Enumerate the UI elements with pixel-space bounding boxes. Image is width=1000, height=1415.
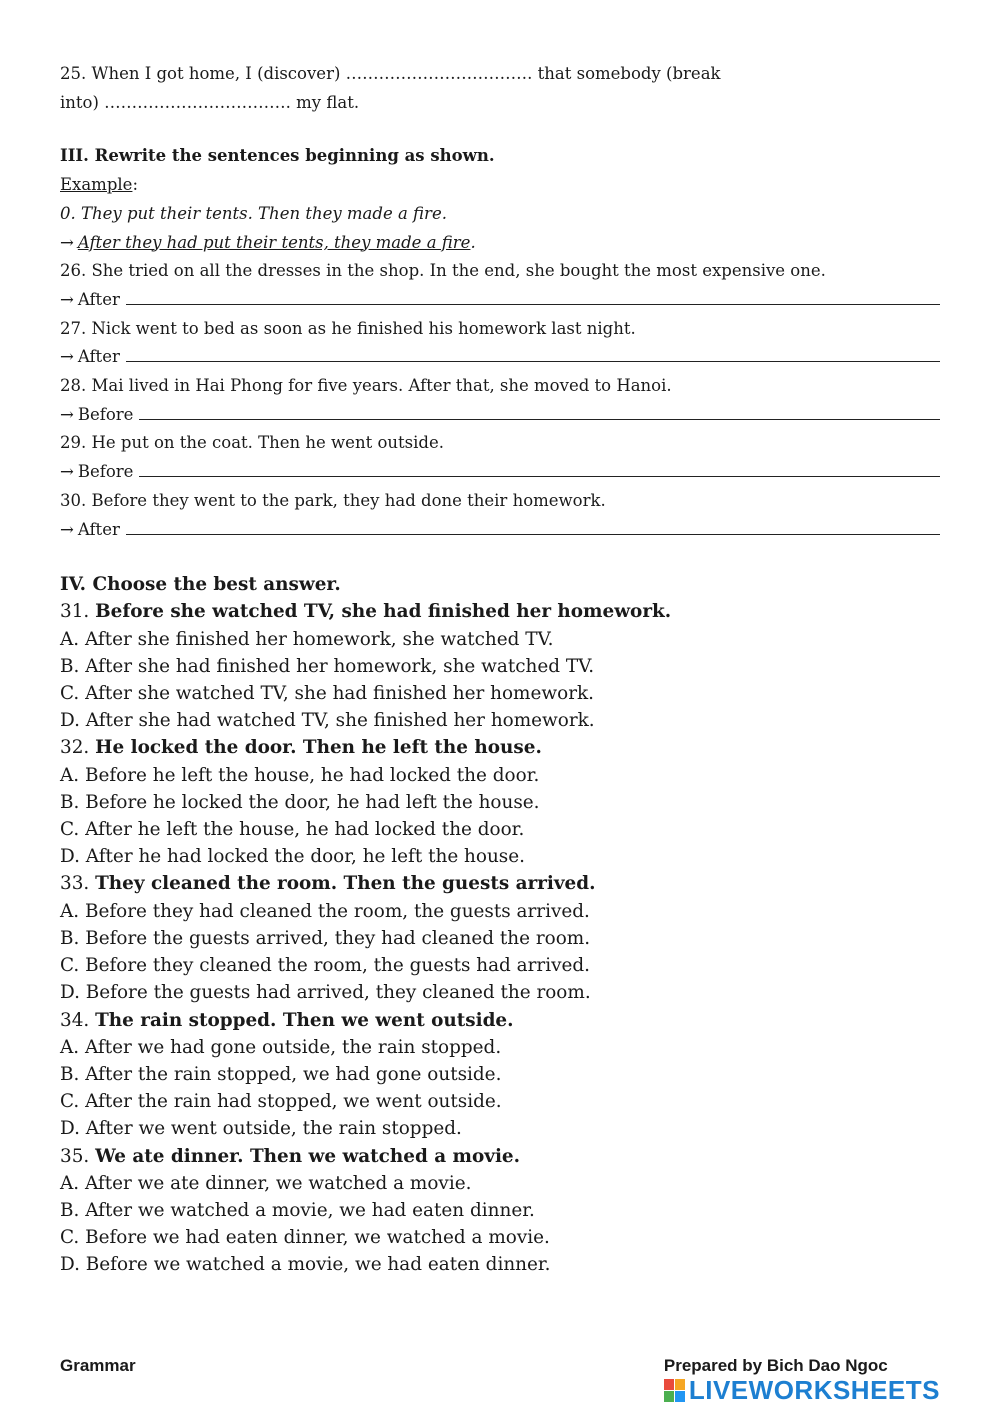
answer-option[interactable]: C. After the rain had stopped, we went outside. (60, 1091, 502, 1113)
answer-blank[interactable] (126, 343, 940, 362)
answer-option[interactable]: B. Before he locked the door, he had left the house. (60, 791, 540, 813)
answer-option[interactable]: A. After we ate dinner, we watched a movie. (60, 1172, 472, 1194)
mc-question-stem (60, 1143, 940, 1170)
logo-square (675, 1391, 685, 1402)
brand-name: LIVEWORKSHEETS (688, 1375, 940, 1405)
logo-square (664, 1391, 674, 1402)
worksheet-page (60, 60, 940, 1279)
question-stem-text: The rain stopped. Then we went outside. (95, 1009, 514, 1031)
answer-blank[interactable] (126, 286, 940, 305)
answer-option[interactable]: A. Before he left the house, he had locked the door. (60, 764, 540, 786)
answer-option[interactable]: D. Before the guests had arrived, they cleaned the room. (60, 982, 591, 1004)
question-number: 33. (60, 873, 90, 895)
question-25-line-2: into) ……………………………. my flat. (60, 92, 360, 112)
question-25-line-1: 25. When I got home, I (discover) ……………………………. that somebody (break (60, 64, 721, 83)
answer-option[interactable]: C. Before we had eaten dinner, we watched a movie. (60, 1227, 550, 1249)
question-stem-text: They cleaned the room. Then the guests arrived. (95, 873, 596, 895)
arrow-icon: → (60, 404, 74, 424)
example-colon: : (132, 175, 138, 195)
question-number: 34. (60, 1009, 90, 1031)
footer-branding (664, 1356, 940, 1403)
logo-square (675, 1379, 685, 1390)
example-label: Example (60, 175, 133, 195)
answer-option[interactable]: A. Before they had cleaned the room, the guests arrived. (60, 900, 590, 922)
example-question: 0. They put their tents. Then they made a fire. (60, 203, 447, 223)
answer-option[interactable]: B. After we watched a movie, we had eaten dinner. (60, 1199, 535, 1221)
rewrite-list (60, 257, 940, 544)
answer-option[interactable]: A. After she finished her homework, she watched TV. (60, 628, 554, 650)
answer-option[interactable]: D. After she had watched TV, she finished her homework. (60, 710, 595, 732)
question-number: 35. (60, 1145, 90, 1167)
rewrite-prompt: Before (77, 462, 134, 482)
rewrite-prompt: Before (77, 404, 134, 424)
page-footer (60, 1356, 940, 1406)
arrow-icon: → (60, 232, 74, 252)
logo-square (664, 1379, 674, 1390)
section-3-heading: III. Rewrite the sentences beginning as shown. (60, 146, 495, 166)
arrow-icon: → (60, 519, 74, 539)
rewrite-answer-line (60, 401, 940, 430)
question-number: 31. (60, 601, 90, 623)
mc-question-stem (60, 734, 940, 761)
answer-option[interactable]: A. After we had gone outside, the rain stopped. (60, 1036, 502, 1058)
question-stem-text: Before she watched TV, she had finished her homework. (95, 601, 672, 623)
prepared-by: Prepared by Bich Dao Ngoc (663, 1356, 888, 1375)
answer-blank[interactable] (126, 516, 940, 535)
mc-question-stem (60, 870, 940, 897)
rewrite-prompt: After (77, 347, 120, 367)
example-label-line (60, 171, 940, 200)
mc-question-stem (60, 1007, 940, 1034)
answer-option[interactable]: B. After she had finished her homework, she watched TV. (60, 655, 595, 677)
rewrite-question: 26. She tried on all the dresses in the shop. In the end, she bought the most expensive one. (60, 261, 826, 281)
answer-option[interactable]: C. After she watched TV, she had finished her homework. (60, 683, 594, 705)
liveworksheets-logo (664, 1377, 940, 1403)
rewrite-prompt: After (77, 289, 120, 309)
answer-option[interactable]: B. After the rain stopped, we had gone outside. (60, 1063, 502, 1085)
logo-icon (664, 1379, 685, 1402)
rewrite-question: 28. Mai lived in Hai Phong for five years. After that, she moved to Hanoi. (60, 376, 672, 396)
multiple-choice-list (60, 598, 940, 1278)
rewrite-question: 30. Before they went to the park, they had done their homework. (60, 490, 606, 510)
example-period: . (470, 232, 476, 252)
question-stem-text: He locked the door. Then he left the house. (95, 737, 542, 759)
answer-option[interactable]: D. After we went outside, the rain stopped. (60, 1118, 462, 1140)
rewrite-question: 29. He put on the coat. Then he went outside. (60, 433, 444, 453)
arrow-icon: → (60, 289, 74, 309)
mc-question-stem (60, 598, 940, 625)
answer-blank[interactable] (139, 401, 940, 420)
question-stem-text: We ate dinner. Then we watched a movie. (95, 1145, 521, 1167)
rewrite-answer-line (60, 458, 940, 487)
arrow-icon: → (60, 347, 74, 367)
answer-option[interactable]: C. After he left the house, he had locked the door. (60, 819, 525, 841)
section-4-heading: IV. Choose the best answer. (60, 574, 341, 596)
answer-option[interactable]: B. Before the guests arrived, they had cleaned the room. (60, 927, 591, 949)
answer-option[interactable]: D. Before we watched a movie, we had eaten dinner. (60, 1254, 551, 1276)
example-answer-line (60, 229, 940, 258)
rewrite-answer-line (60, 343, 940, 372)
rewrite-prompt: After (77, 519, 120, 539)
answer-blank[interactable] (139, 458, 940, 477)
answer-option[interactable]: D. After he had locked the door, he left the house. (60, 846, 525, 868)
question-number: 32. (60, 737, 90, 759)
answer-option[interactable]: C. Before they cleaned the room, the guests had arrived. (60, 955, 590, 977)
footer-subject: Grammar (60, 1356, 136, 1375)
example-answer: After they had put their tents, they made a fire (77, 232, 471, 252)
rewrite-question: 27. Nick went to bed as soon as he finished his homework last night. (60, 318, 636, 338)
arrow-icon: → (60, 462, 74, 482)
rewrite-answer-line (60, 516, 940, 545)
rewrite-answer-line (60, 286, 940, 315)
